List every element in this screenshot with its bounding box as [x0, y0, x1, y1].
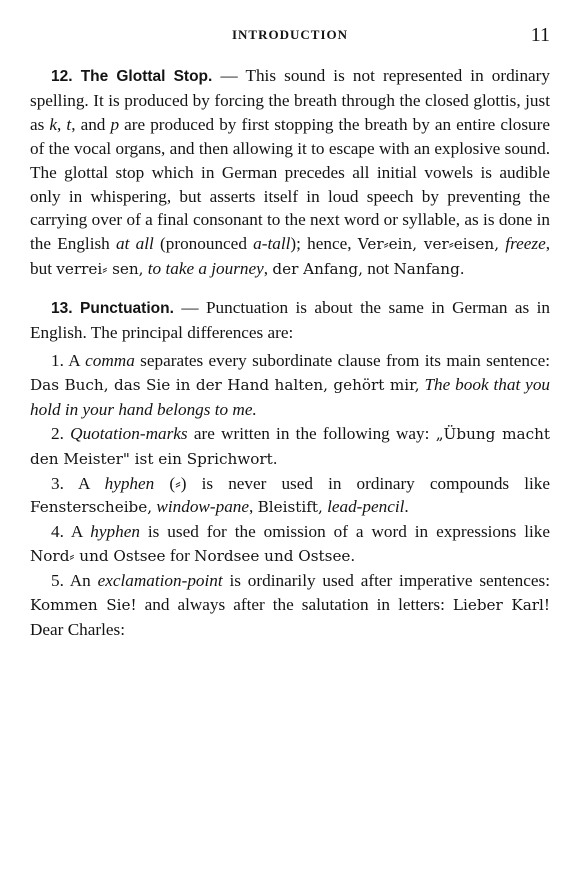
german-example: „Übung macht den Meister" ist ein Sprichwort. — [30, 424, 550, 468]
item-term: hyphen — [104, 473, 155, 493]
list-item-hyphen-compounds — [30, 472, 550, 521]
item-number: 2. — [51, 423, 71, 443]
section-number: 13. — [51, 300, 73, 318]
section-number: 12. — [51, 68, 73, 85]
hyphen-symbol: (⸗) — [154, 473, 202, 493]
item-text: separates every subordinate clause from its main sentence: — [134, 350, 551, 370]
page-number: 11 — [530, 24, 550, 46]
running-head — [30, 24, 550, 46]
german-example: verrei⸗ sen, — [56, 260, 144, 279]
german-example: der Anfang, — [272, 260, 363, 279]
running-title: INTRODUCTION — [231, 27, 348, 42]
paragraph-text: Punctuation is about the same in German as in English. The principal differences are: — [30, 298, 551, 343]
item-number: 4. A — [51, 522, 91, 542]
section-12-glottal-stop — [30, 64, 550, 282]
em-dash: — — [212, 66, 246, 85]
paragraph-text: This sound is not represented in ordinary spelling. It is produced by forcing the breath through the closed glottis, just as — [30, 66, 551, 134]
item-term: Quotation-marks — [70, 423, 188, 443]
body-text — [30, 64, 550, 642]
item-number: 1. A — [51, 350, 86, 370]
paragraph-text: not — [362, 259, 394, 279]
paragraph-text: , — [263, 259, 273, 279]
german-example: Fensterscheibe, — [30, 498, 153, 517]
item-text: is never used in ordinary compounds like — [201, 473, 550, 493]
list-item-quotation-marks — [30, 422, 550, 472]
item-term: hyphen — [90, 522, 140, 542]
paragraph-text: ); hence, — [290, 234, 358, 254]
period: . — [404, 497, 409, 517]
item-text: for — [165, 546, 195, 566]
section-13-punctuation — [30, 296, 550, 345]
section-heading: The Glottal Stop. — [80, 68, 213, 85]
letter-k: k — [49, 114, 58, 134]
em-dash: — — [173, 298, 206, 318]
item-text: are written in the following way: — [187, 423, 436, 443]
item-number: 5. An — [51, 571, 98, 591]
german-example: Nord⸗ und Ostsee — [30, 547, 166, 566]
list-item-comma — [30, 349, 550, 422]
english-example: at all — [116, 234, 154, 254]
german-example: Nanfang. — [393, 260, 465, 279]
german-example: Kommen Sie! — [30, 596, 137, 615]
english-example: to take a journey — [147, 259, 264, 279]
english-example: freeze — [505, 234, 546, 254]
item-term: comma — [85, 350, 135, 370]
german-example: Das Buch, das Sie in der Hand halten, gehört mir, — [30, 375, 420, 394]
separator: , — [249, 497, 258, 517]
english-example: The book that you hold in your hand belongs to me. — [30, 374, 551, 419]
letter-t: t — [66, 114, 72, 134]
english-example: window-pane — [156, 497, 250, 517]
english-example: lead-pencil — [327, 497, 405, 517]
paragraph-text: are produced by first stopping the breath by an entire closure of the vocal organs, and then allowing it to escape with an explosive sound. The glottal stop which in German precedes all initial vowels is audible only in whispering, but asserts itself in loud speech by preventing the carrying over of a final consonant to the next word or syllable, as is done in the English — [30, 114, 550, 254]
item-text: and always after the salutation in letters: — [136, 595, 453, 615]
paragraph-text: , but — [30, 234, 550, 279]
paragraph-text: (pronounced — [153, 234, 254, 254]
item-term: exclamation-point — [97, 571, 223, 591]
section-heading: Punctuation. — [80, 300, 174, 318]
list-item-hyphen-omission — [30, 520, 550, 569]
separator: , — [57, 114, 67, 134]
item-text: is ordinarily used after imperative sentences: — [222, 571, 550, 591]
german-example: Lieber Karl! — [452, 596, 550, 615]
english-example: a-tall — [253, 234, 291, 254]
letter-p: p — [110, 114, 120, 134]
german-example: Bleistift, — [257, 498, 323, 517]
german-example: Nordsee und Ostsee. — [194, 547, 356, 566]
separator: , and — [71, 114, 111, 134]
item-text: is used for the omission of a word in expressions like — [139, 522, 550, 542]
list-item-exclamation-point — [30, 569, 550, 642]
item-number: 3. A — [51, 473, 105, 493]
english-example: Dear Charles: — [30, 619, 125, 639]
german-example: Ver⸗ein, ver⸗eisen, — [357, 235, 500, 254]
